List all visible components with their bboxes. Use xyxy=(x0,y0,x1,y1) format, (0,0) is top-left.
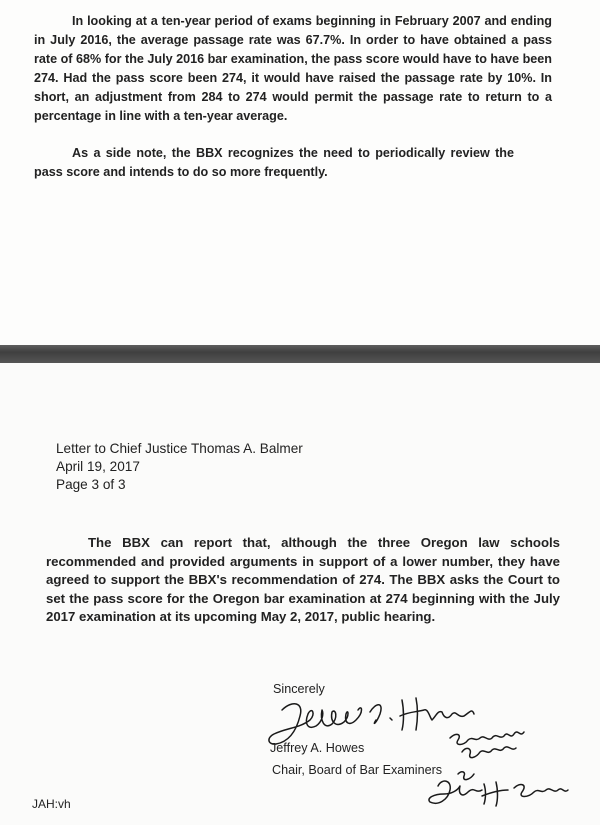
signature-jeffrey-howes xyxy=(269,698,474,744)
typist-initials: JAH:vh xyxy=(32,797,71,811)
signer-name: Jeffrey A. Howes xyxy=(270,741,365,755)
page-divider xyxy=(0,345,600,363)
letter-header-recipient: Letter to Chief Justice Thomas A. Balmer xyxy=(56,441,303,456)
paragraph-side-note: As a side note, the BBX recognizes the need to periodically review the pass score and intends to do so more frequently. xyxy=(34,146,514,179)
letter-header-date: April 19, 2017 xyxy=(56,459,140,474)
signature-permission-note xyxy=(450,732,524,780)
letter-page-top xyxy=(0,0,600,345)
signer-title: Chair, Board of Bar Examiners xyxy=(272,763,443,777)
signature-dave-evans xyxy=(429,781,568,806)
paragraph-recommendation: The BBX can report that, although the three Oregon law schools recommended and provided arguments in support of a lower number, they have agreed to support the BBX's recommendation of 274. The BBX asks the Court to set the pass score for the Oregon bar examination at 274 beginning with the July 2017 examination at its upcoming May 2, 2017, public hearing. xyxy=(46,535,560,624)
paragraph-passage-rate: In looking at a ten-year period of exams beginning in February 2007 and ending in July 2016, the average passage rate was 67.7%. In order to have obtained a pass rate of 68% for the July 2016 bar examination, the pass score would have to have been 274. Had the pass score been 274, it would have raised the passage rate by 10%. In short, an adjustment from 284 to 274 would permit the passage rate to return to a percentage in line with a ten-year average. xyxy=(34,14,552,123)
closing-salutation: Sincerely xyxy=(273,682,325,696)
letter-header-page-number: Page 3 of 3 xyxy=(56,477,126,492)
